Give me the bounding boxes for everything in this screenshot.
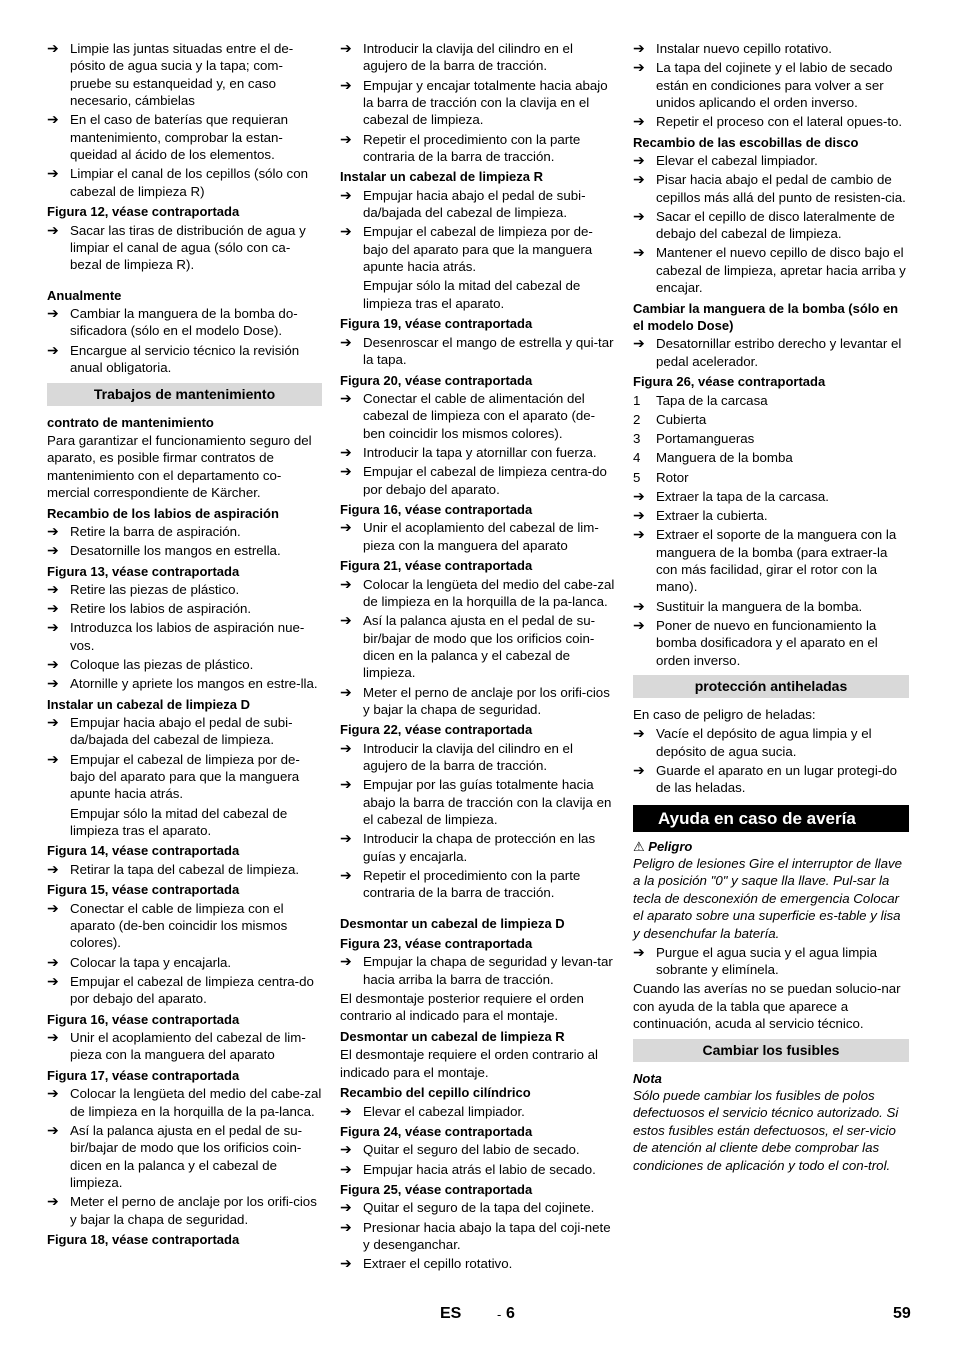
instruction-item bbox=[340, 953, 615, 988]
instruction-text: Retire las piezas de plástico. bbox=[70, 581, 240, 597]
instruction-text: Introducir la clavija del cilindro en el agujero de la barra de tracción. bbox=[363, 740, 573, 774]
instruction-text: Repetir el proceso con el lateral opues-to. bbox=[656, 114, 903, 130]
arrow-icon: ➔ bbox=[633, 113, 645, 130]
instruction-text: Meter el perno de anclaje por los orifi-cios y bajar la chapa de seguridad. bbox=[70, 1194, 317, 1227]
arrow-icon: ➔ bbox=[47, 1193, 59, 1210]
arrow-icon: ➔ bbox=[47, 619, 59, 636]
instruction-item bbox=[633, 944, 909, 979]
instruction-text: Introduzca los labios de aspiración nue-vos. bbox=[70, 620, 305, 653]
arrow-icon: ➔ bbox=[47, 953, 59, 970]
arrow-icon: ➔ bbox=[340, 389, 352, 406]
instruction-item bbox=[340, 1103, 615, 1120]
item-text: Rotor bbox=[656, 469, 689, 485]
arrow-icon: ➔ bbox=[47, 675, 59, 692]
subheading: Recambio del cepillo cilíndrico bbox=[340, 1085, 531, 1101]
item-text: Portamangueras bbox=[656, 431, 755, 447]
instruction-text: Extraer el cepillo rotativo. bbox=[363, 1256, 513, 1272]
instruction-text: Empujar el cabezal de limpieza centra-do por debajo del aparato. bbox=[363, 464, 607, 497]
instruction-item bbox=[47, 619, 322, 654]
instruction-text: Quitar el seguro de la tapa del cojinete. bbox=[363, 1200, 595, 1216]
italic-paragraph: Peligro de lesiones Gire el interruptor de llave a la posición "0" y saque lla llave. Pul-sar la tecla de desconexión de emergencia Colocar el aparato sobre una superficie es-table y lisa y desenchufar la batería. bbox=[633, 856, 903, 941]
instruction-item bbox=[340, 1219, 615, 1254]
arrow-icon: ➔ bbox=[47, 341, 59, 358]
paragraph: Para garantizar el funcionamiento seguro del aparato, es posible firmar contratos de mantenimiento con el departamento co-mercial correspondiente de Kärcher. bbox=[47, 432, 312, 501]
instruction-item bbox=[340, 684, 615, 719]
arrow-icon: ➔ bbox=[340, 683, 352, 700]
instruction-text: Desenroscar el mango de estrella y qui-tar la tapa. bbox=[363, 334, 614, 368]
arrow-icon: ➔ bbox=[47, 522, 59, 539]
instruction-text: Elevar el cabezal limpiador. bbox=[363, 1103, 525, 1119]
instruction-item bbox=[47, 1122, 322, 1192]
instruction-item bbox=[47, 305, 322, 340]
arrow-icon: ➔ bbox=[633, 761, 645, 778]
subheading: Figura 25, véase contraportada bbox=[340, 1181, 533, 1197]
instruction-item bbox=[633, 152, 909, 169]
arrow-icon: ➔ bbox=[633, 335, 645, 352]
instruction-text: Empujar el cabezal de limpieza por de-bajo del aparato para que la manguera apunte hacia atrás. bbox=[70, 751, 300, 802]
instruction-text: Coloque las piezas de plástico. bbox=[70, 656, 254, 672]
subheading: Figura 18, véase contraportada bbox=[47, 1232, 240, 1248]
subheading: Figura 21, véase contraportada bbox=[340, 558, 533, 574]
paragraph: El desmontaje requiere el orden contrario al indicado para el montaje. bbox=[340, 1047, 598, 1080]
arrow-icon: ➔ bbox=[340, 76, 352, 93]
column-right bbox=[633, 40, 909, 1176]
instruction-item bbox=[340, 334, 615, 369]
subheading: Recambio de las escobillas de disco bbox=[633, 134, 859, 150]
arrow-icon: ➔ bbox=[47, 542, 59, 559]
instruction-item bbox=[340, 1161, 615, 1178]
instruction-item bbox=[47, 222, 322, 274]
instruction-item bbox=[47, 675, 322, 692]
instruction-text: Colocar la tapa y encajarla. bbox=[70, 954, 232, 970]
subheading: Anualmente bbox=[47, 287, 122, 303]
instruction-item bbox=[340, 612, 615, 682]
instruction-item bbox=[47, 714, 322, 749]
instruction-item bbox=[340, 1199, 615, 1216]
instruction-text: Colocar la lengüeta del medio del cabe-zal de limpieza en la horquilla de la pa-lanca. bbox=[363, 576, 615, 609]
instruction-item bbox=[340, 867, 615, 902]
instruction-item bbox=[47, 954, 322, 971]
section-heading: Trabajos de mantenimiento bbox=[47, 383, 322, 406]
instruction-item bbox=[47, 1193, 322, 1228]
instruction-text: Empujar hacia abajo el pedal de subi-da/bajada del cabezal de limpieza. bbox=[363, 187, 586, 221]
instruction-item bbox=[633, 208, 909, 243]
instruction-item bbox=[340, 776, 615, 828]
item-number: 5 bbox=[633, 469, 641, 485]
arrow-icon: ➔ bbox=[340, 1255, 352, 1272]
instruction-item bbox=[340, 1141, 615, 1158]
footer-section-page: 6 bbox=[506, 1305, 515, 1322]
instruction-text: Limpie las juntas situadas entre el de-pósito de agua sucia y la tapa; com-pruebe su estanqueidad y, en caso necesario, cámbielas bbox=[70, 41, 294, 109]
arrow-icon: ➔ bbox=[340, 1102, 352, 1119]
arrow-icon: ➔ bbox=[47, 899, 59, 916]
arrow-icon: ➔ bbox=[340, 1160, 352, 1177]
instruction-text: Elevar el cabezal limpiador. bbox=[656, 153, 818, 169]
instruction-text: La tapa del cojinete y el labio de secado están en condiciones para volver a ser unidos aplicando el orden inverso. bbox=[656, 60, 893, 111]
instruction-text: Vacíe el depósito de agua limpia y el depósito de agua sucia. bbox=[656, 726, 872, 759]
arrow-icon: ➔ bbox=[633, 597, 645, 614]
arrow-icon: ➔ bbox=[47, 305, 59, 322]
item-text: Cubierta bbox=[656, 411, 707, 427]
footer-language: ES bbox=[440, 1305, 462, 1322]
instruction-text: Retire los labios de aspiración. bbox=[70, 601, 252, 617]
arrow-icon: ➔ bbox=[633, 526, 645, 543]
instruction-text: Quitar el seguro del labio de secado. bbox=[363, 1142, 580, 1158]
arrow-icon: ➔ bbox=[340, 867, 352, 884]
instruction-text: Cambiar la manguera de la bomba do-sificadora (sólo en el modelo Dose). bbox=[70, 306, 298, 339]
instruction-text: Así la palanca ajusta en el pedal de su-bir/bajar de modo que los orificios coin-dicen en la palanca y el cabezal de limpieza. bbox=[70, 1122, 303, 1191]
column-left bbox=[47, 40, 322, 1250]
subheading: Instalar un cabezal de limpieza D bbox=[47, 696, 251, 712]
subheading: Figura 23, véase contraportada bbox=[340, 936, 533, 952]
arrow-icon: ➔ bbox=[47, 1029, 59, 1046]
arrow-icon: ➔ bbox=[340, 463, 352, 480]
instruction-text: Empujar hacia abajo el pedal de subi-da/bajada del cabezal de limpieza. bbox=[70, 714, 293, 748]
arrow-icon: ➔ bbox=[47, 860, 59, 877]
arrow-icon: ➔ bbox=[340, 519, 352, 536]
instruction-text: Mantener el nuevo cepillo de disco bajo el cabezal de limpieza, apretar hacia arriba y encajar. bbox=[656, 245, 906, 296]
subheading: Figura 24, véase contraportada bbox=[340, 1123, 533, 1139]
instruction-item bbox=[633, 507, 909, 524]
instruction-item bbox=[340, 830, 615, 865]
arrow-icon: ➔ bbox=[633, 207, 645, 224]
paragraph: Cuando las averías no se puedan solucio-nar con ayuda de la tabla que aparece a continuación, acuda al servicio técnico. bbox=[633, 981, 901, 1032]
instruction-item bbox=[633, 171, 909, 206]
instruction-text: Repetir el procedimiento con la parte contraria de la barra de tracción. bbox=[363, 131, 581, 165]
spacer bbox=[340, 904, 615, 912]
subheading: Figura 13, véase contraportada bbox=[47, 563, 240, 579]
item-number: 1 bbox=[633, 392, 641, 408]
arrow-icon: ➔ bbox=[340, 1141, 352, 1158]
instruction-item bbox=[633, 244, 909, 296]
footer-separator: - bbox=[497, 1307, 502, 1322]
arrow-icon: ➔ bbox=[633, 244, 645, 261]
arrow-icon: ➔ bbox=[47, 1121, 59, 1138]
instruction-item bbox=[47, 165, 322, 200]
instruction-text: Guarde el aparato en un lugar protegi-do de las heladas. bbox=[656, 762, 897, 796]
instruction-text: Presionar hacia abajo la tapa del coji-nete y desenganchar. bbox=[363, 1219, 611, 1252]
arrow-icon: ➔ bbox=[633, 171, 645, 188]
instruction-text: Extraer la cubierta. bbox=[656, 507, 768, 523]
paragraph: En caso de peligro de heladas: bbox=[633, 706, 816, 722]
arrow-icon: ➔ bbox=[633, 616, 645, 633]
arrow-icon: ➔ bbox=[47, 580, 59, 597]
arrow-icon: ➔ bbox=[633, 506, 645, 523]
numbered-item bbox=[633, 430, 909, 447]
item-text: Manguera de la bomba bbox=[656, 450, 793, 466]
arrow-icon: ➔ bbox=[633, 40, 645, 56]
column-middle bbox=[340, 40, 615, 1274]
subheading: Figura 15, véase contraportada bbox=[47, 882, 240, 898]
instruction-text: Empujar hacia atrás el labio de secado. bbox=[363, 1161, 596, 1177]
instruction-text: Sustituir la manguera de la bomba. bbox=[656, 598, 863, 614]
instruction-text: Empujar el cabezal de limpieza por de-bajo del aparato para que la manguera apunte hacia atrás. bbox=[363, 224, 593, 275]
instruction-item bbox=[47, 1085, 322, 1120]
instruction-item bbox=[47, 342, 322, 377]
instruction-item bbox=[47, 656, 322, 673]
subheading: contrato de mantenimiento bbox=[47, 414, 214, 430]
indented-note: Empujar sólo la mitad del cabezal de limpieza tras el aparato. bbox=[70, 805, 288, 839]
instruction-item bbox=[633, 762, 909, 797]
instruction-item bbox=[340, 223, 615, 275]
subheading: Figura 19, véase contraportada bbox=[340, 316, 533, 332]
arrow-icon: ➔ bbox=[340, 575, 352, 592]
instruction-item bbox=[633, 598, 909, 615]
instruction-item bbox=[633, 488, 909, 505]
instruction-text: Desatornillar estribo derecho y levantar el pedal acelerador. bbox=[656, 336, 902, 369]
instruction-item bbox=[47, 581, 322, 598]
subheading: Figura 14, véase contraportada bbox=[47, 843, 240, 859]
arrow-icon: ➔ bbox=[340, 1199, 352, 1216]
subheading: Figura 16, véase contraportada bbox=[47, 1011, 240, 1027]
instruction-text: Poner de nuevo en funcionamiento la bomba dosificadora y el aparato en el orden inverso. bbox=[656, 617, 878, 668]
instruction-text: Empujar la chapa de seguridad y levan-tar hacia arriba la barra de tracción. bbox=[363, 954, 613, 987]
instruction-text: Empujar por las guías totalmente hacia abajo la barra de tracción con la clavija en el cabezal de limpieza. bbox=[363, 777, 612, 828]
paragraph: El desmontaje posterior requiere el orden contrario al indicado para el montaje. bbox=[340, 991, 584, 1024]
instruction-item bbox=[340, 740, 615, 775]
instruction-text: Meter el perno de anclaje por los orifi-cios y bajar la chapa de seguridad. bbox=[363, 684, 610, 717]
instruction-item bbox=[47, 600, 322, 617]
arrow-icon: ➔ bbox=[633, 152, 645, 169]
subheading: Recambio de los labios de aspiración bbox=[47, 505, 279, 521]
instruction-item bbox=[633, 40, 909, 57]
arrow-icon: ➔ bbox=[340, 953, 352, 970]
instruction-item bbox=[47, 900, 322, 952]
instruction-item bbox=[633, 725, 909, 760]
arrow-icon: ➔ bbox=[47, 111, 59, 128]
item-number: 4 bbox=[633, 450, 641, 466]
instruction-item bbox=[47, 751, 322, 803]
instruction-text: Retirar la tapa del cabezal de limpieza. bbox=[70, 861, 300, 877]
item-text: Tapa de la carcasa bbox=[656, 392, 768, 408]
instruction-item bbox=[340, 519, 615, 554]
instruction-text: Limpiar el canal de los cepillos (sólo con cabezal de limpieza R) bbox=[70, 166, 308, 199]
arrow-icon: ➔ bbox=[633, 487, 645, 504]
arrow-icon: ➔ bbox=[47, 713, 59, 730]
arrow-icon: ➔ bbox=[47, 655, 59, 672]
note-label: Nota bbox=[633, 1070, 662, 1086]
instruction-item bbox=[340, 40, 615, 75]
warning-icon: ⚠ bbox=[633, 838, 649, 854]
arrow-icon: ➔ bbox=[340, 776, 352, 793]
arrow-icon: ➔ bbox=[47, 972, 59, 989]
instruction-text: Desatornille los mangos en estrella. bbox=[70, 543, 281, 559]
instruction-text: Extraer el soporte de la manguera con la manguera de la bomba (para extraer-la con más facilidad, girar el rotor con la mano). bbox=[656, 527, 897, 595]
numbered-item bbox=[633, 411, 909, 428]
arrow-icon: ➔ bbox=[340, 830, 352, 847]
instruction-item bbox=[633, 113, 909, 130]
instruction-text: Así la palanca ajusta en el pedal de su-bir/bajar de modo que los orificios coin-dicen en la palanca y el cabezal de limpieza. bbox=[363, 613, 596, 681]
arrow-icon: ➔ bbox=[47, 40, 59, 56]
instruction-item bbox=[340, 131, 615, 166]
arrow-icon: ➔ bbox=[340, 612, 352, 629]
instruction-text: Colocar la lengüeta del medio del cabe-zal de limpieza en la horquilla de la pa-lanca. bbox=[70, 1086, 322, 1119]
arrow-icon: ➔ bbox=[47, 221, 59, 238]
arrow-icon: ➔ bbox=[340, 40, 352, 56]
section-heading: protección antiheladas bbox=[633, 675, 909, 698]
instruction-text: Sacar las tiras de distribución de agua y limpiar el canal de agua (sólo con ca-bezal de limpieza R). bbox=[70, 222, 306, 273]
subheading: Figura 20, véase contraportada bbox=[340, 372, 533, 388]
instruction-text: Sacar el cepillo de disco lateralmente de debajo del cabezal de limpieza. bbox=[656, 208, 895, 242]
subheading: Figura 22, véase contraportada bbox=[340, 722, 533, 738]
arrow-icon: ➔ bbox=[340, 130, 352, 147]
instruction-item bbox=[47, 523, 322, 540]
instruction-item bbox=[340, 444, 615, 461]
instruction-item bbox=[340, 463, 615, 498]
subheading: Figura 17, véase contraportada bbox=[47, 1067, 240, 1083]
instruction-item bbox=[47, 40, 322, 110]
instruction-text: Repetir el procedimiento con la parte contraria de la barra de tracción. bbox=[363, 868, 581, 901]
instruction-item bbox=[340, 77, 615, 129]
subheading: Figura 26, véase contraportada bbox=[633, 374, 826, 390]
instruction-item bbox=[47, 111, 322, 163]
item-number: 2 bbox=[633, 411, 641, 427]
arrow-icon: ➔ bbox=[340, 333, 352, 350]
instruction-text: Introducir la tapa y atornillar con fuerza. bbox=[363, 444, 597, 460]
instruction-text: Empujar el cabezal de limpieza centra-do por debajo del aparato. bbox=[70, 973, 314, 1007]
instruction-text: Retire la barra de aspiración. bbox=[70, 523, 241, 539]
instruction-text: Conectar el cable de limpieza con el aparato (de-ben coincidir los mismos colores). bbox=[70, 900, 288, 951]
instruction-item bbox=[633, 59, 909, 111]
arrow-icon: ➔ bbox=[47, 165, 59, 182]
footer-page-number: 59 bbox=[893, 1305, 911, 1322]
subheading: Instalar un cabezal de limpieza R bbox=[340, 169, 544, 185]
instruction-text: Pisar hacia abajo el pedal de cambio de cepillos más allá del punto de resisten-cia. bbox=[656, 172, 906, 205]
numbered-item bbox=[633, 469, 909, 486]
numbered-item bbox=[633, 392, 909, 409]
arrow-icon: ➔ bbox=[47, 750, 59, 767]
instruction-item bbox=[633, 526, 909, 596]
italic-paragraph: Sólo puede cambiar los fusibles de polos defectuosos el servicio técnico autorizado. Si estos fusibles están defectuosos, el ser-vicio de atención al cliente debe comprobar las condiciones de aplicación y todo el con-trol. bbox=[633, 1088, 899, 1173]
arrow-icon: ➔ bbox=[340, 1218, 352, 1235]
arrow-icon: ➔ bbox=[47, 1085, 59, 1102]
warning-label bbox=[633, 838, 909, 855]
subheading: Desmontar un cabezal de limpieza D bbox=[340, 915, 565, 931]
subheading: Cambiar la manguera de la bomba (sólo en el modelo Dose) bbox=[633, 300, 899, 334]
arrow-icon: ➔ bbox=[47, 600, 59, 617]
instruction-item bbox=[340, 1255, 615, 1272]
section-heading: Cambiar los fusibles bbox=[633, 1039, 909, 1062]
instruction-text: Extraer la tapa de la carcasa. bbox=[656, 488, 829, 504]
instruction-item bbox=[633, 617, 909, 669]
instruction-text: Introducir la chapa de protección en las guías y encajarla. bbox=[363, 831, 596, 864]
item-number: 3 bbox=[633, 431, 641, 447]
instruction-text: Introducir la clavija del cilindro en el agujero de la barra de tracción. bbox=[363, 41, 573, 74]
instruction-text: Unir el acoplamiento del cabezal de lim-pieza con la manguera del aparato bbox=[70, 1030, 306, 1063]
arrow-icon: ➔ bbox=[633, 943, 645, 960]
arrow-icon: ➔ bbox=[340, 186, 352, 203]
numbered-item bbox=[633, 449, 909, 466]
instruction-item bbox=[47, 542, 322, 559]
spacer bbox=[47, 276, 322, 284]
instruction-item bbox=[47, 861, 322, 878]
instruction-text: Conectar el cable de alimentación del cabezal de limpieza con el aparato (de-ben coincidir los mismos colores). bbox=[363, 390, 596, 441]
instruction-item bbox=[633, 335, 909, 370]
instruction-text: En el caso de baterías que requieran mantenimiento, comprobar la estan-queidad al ácido de los elementos. bbox=[70, 112, 289, 163]
subheading: Figura 12, véase contraportada bbox=[47, 204, 240, 220]
instruction-text: Instalar nuevo cepillo rotativo. bbox=[656, 41, 832, 56]
subheading: Figura 16, véase contraportada bbox=[340, 501, 533, 517]
instruction-item bbox=[340, 390, 615, 442]
instruction-item bbox=[340, 576, 615, 611]
arrow-icon: ➔ bbox=[340, 739, 352, 756]
arrow-icon: ➔ bbox=[633, 59, 645, 76]
arrow-icon: ➔ bbox=[633, 725, 645, 742]
instruction-text: Unir el acoplamiento del cabezal de lim-pieza con la manguera del aparato bbox=[363, 520, 599, 553]
instruction-text: Atornille y apriete los mangos en estre-lla. bbox=[70, 676, 318, 692]
warning-text: Peligro bbox=[648, 838, 693, 854]
chapter-heading: Ayuda en caso de avería bbox=[633, 805, 909, 832]
instruction-item bbox=[47, 973, 322, 1008]
instruction-item bbox=[47, 1029, 322, 1064]
instruction-text: Empujar y encajar totalmente hacia abajo la barra de tracción con la clavija en el cabezal de limpieza. bbox=[363, 77, 608, 128]
instruction-item bbox=[340, 187, 615, 222]
arrow-icon: ➔ bbox=[340, 223, 352, 240]
arrow-icon: ➔ bbox=[340, 443, 352, 460]
indented-note: Empujar sólo la mitad del cabezal de limpieza tras el aparato. bbox=[363, 278, 581, 311]
subheading: Desmontar un cabezal de limpieza R bbox=[340, 1028, 565, 1044]
instruction-text: Purgue el agua sucia y el agua limpia sobrante y elimínela. bbox=[656, 944, 878, 978]
instruction-text: Encargue al servicio técnico la revisión anual obligatoria. bbox=[70, 342, 300, 376]
